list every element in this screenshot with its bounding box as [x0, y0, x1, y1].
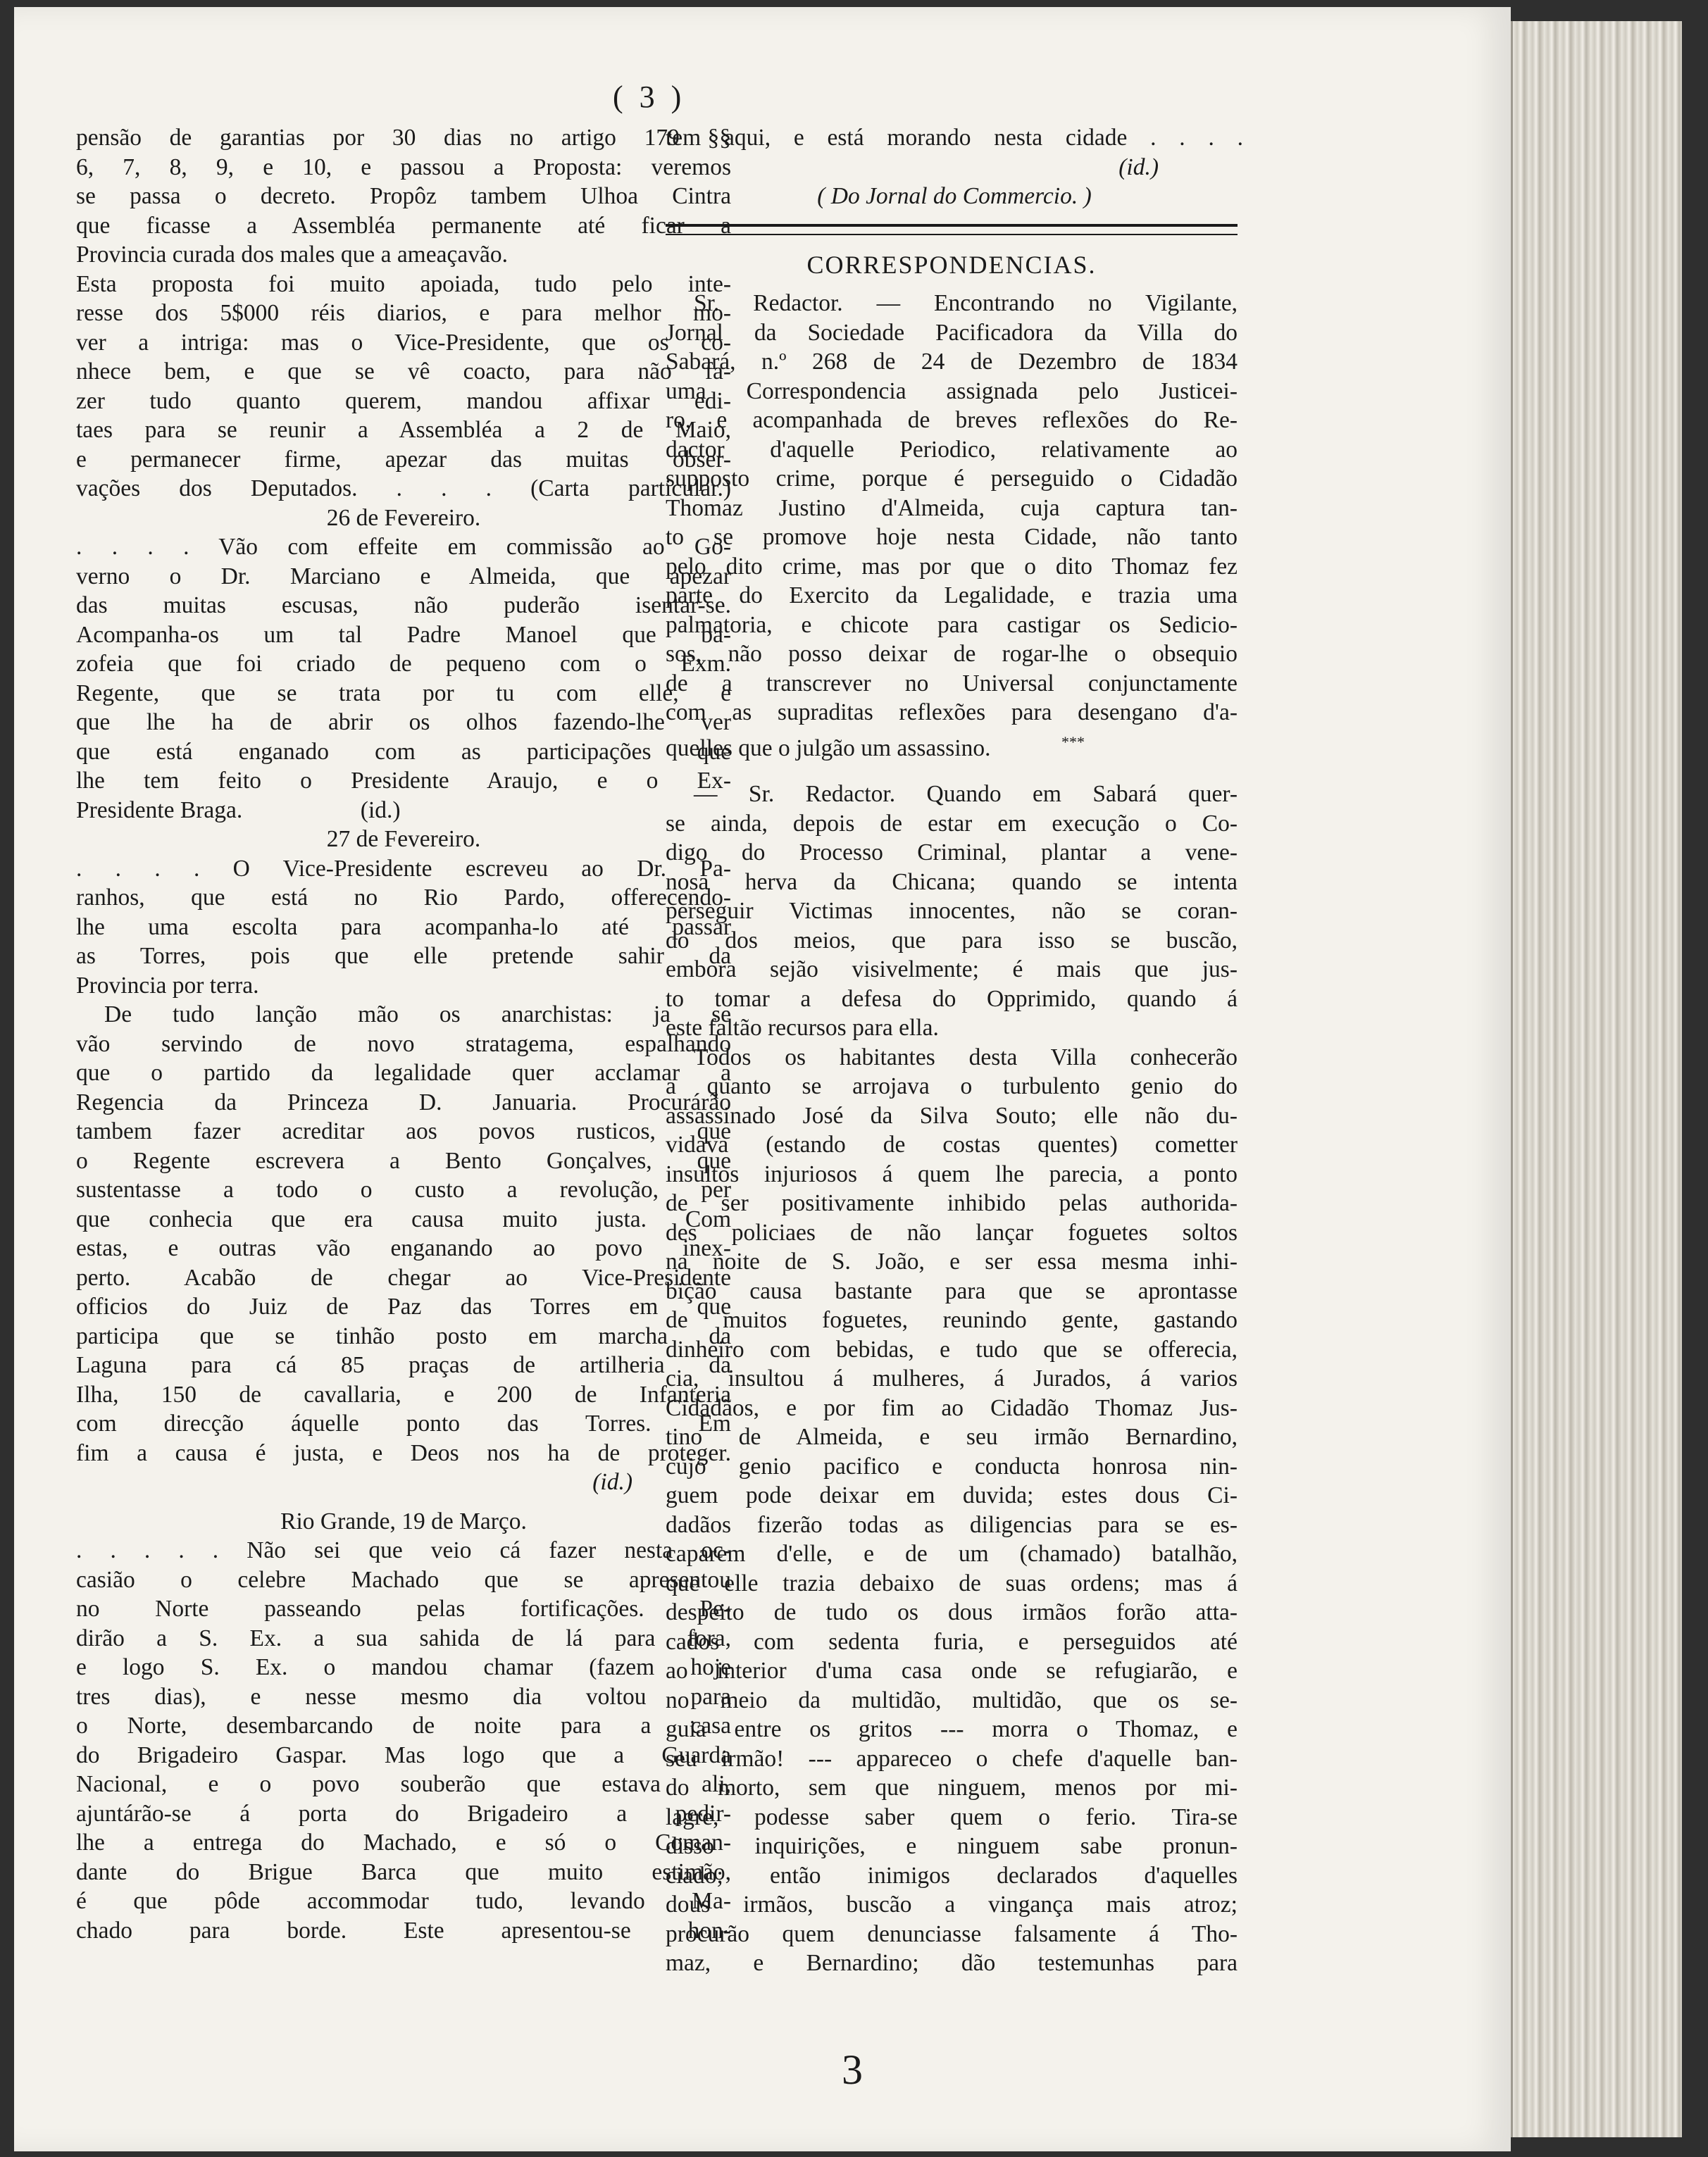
text-line: o Regente escrevera a Bento Gonçalves, que: [76, 1147, 731, 1174]
text-line: ver a intriga: mas o Vice-Presidente, que os co-: [76, 329, 731, 356]
text-line: parte do Exercito da Legalidade, e trazia uma: [666, 582, 1238, 608]
text-line: lhe a entrega do Machado, e só o Coman-: [76, 1830, 731, 1856]
text-line: chado para borde. Este apresentou-se hon-: [76, 1917, 731, 1944]
text-line: se passa o decreto. Propôz tambem Ulhoa Cintra: [76, 183, 731, 209]
date-heading: 26 de Fevereiro.: [326, 504, 481, 531]
text-line: seu irmão! --- appareceo o chefe d'aquelle ban-: [666, 1745, 1238, 1772]
text-line: as Torres, pois que elle pretende sahir da: [76, 943, 731, 969]
text-line: lagre, podesse saber quem o ferio. Tira-se: [666, 1803, 1238, 1830]
text-line: 6, 7, 8, 9, e 10, e passou a Proposta: veremos: [76, 154, 731, 180]
text-line: ajuntárão-se á porta do Brigadeiro a pedir-: [76, 1800, 731, 1827]
text-line: que está enganado com as participações que: [76, 738, 731, 765]
page-footer-mark: 3: [842, 2046, 863, 2093]
text-line: bição causa bastante para que se aprontasse: [666, 1277, 1238, 1304]
text-line: nosa herva da Chicana; quando se intenta: [666, 868, 1238, 895]
text-line: digo do Processo Criminal, plantar a vene-: [666, 839, 1238, 866]
section-divider-rule: [666, 224, 1238, 235]
text-line: tino de Almeida, e seu irmão Bernardino,: [666, 1424, 1238, 1451]
text-line: resse dos 5$000 réis diarios, e para melhor mo-: [76, 300, 731, 326]
signature-id: (id.): [1118, 154, 1159, 180]
text-line: despeito de tudo os dous irmãos forão atta-: [666, 1599, 1238, 1626]
text-line: dous irmãos, buscão a vingança mais atroz;: [666, 1892, 1238, 1918]
text-line: cujo genio pacifico e conducta honrosa nin-: [666, 1453, 1238, 1480]
text-line: Nacional, e o povo souberão que estava ali,: [76, 1771, 731, 1797]
text-line: no meio da multidão, multidão, que os se-: [666, 1687, 1238, 1713]
correspondence-2: [666, 780, 1238, 1043]
text-line: embora sejão visivelmente; é mais que jus-: [666, 956, 1238, 983]
text-line-content: quelles que o julgão um assassino.: [666, 734, 991, 761]
text-line: sustentasse a todo o custo a revolução, per: [76, 1177, 731, 1203]
text-line: Sabará, n.º 268 de 24 de Dezembro de 1834: [666, 349, 1238, 375]
text-line: do dos meios, que para isso se buscão,: [666, 927, 1238, 954]
text-line: verno o Dr. Marciano e Almeida, que apezar: [76, 563, 731, 589]
text-line: caparem d'elle, e de um (chamado) batalhão,: [666, 1541, 1238, 1568]
text-line: que conhecia que era causa muito justa. Com: [76, 1206, 731, 1232]
text-line: to tomar a defesa do Opprimido, quando á: [666, 985, 1238, 1012]
text-line: taes para se reunir a Assembléa a 2 de Maio,: [76, 417, 731, 443]
text-line: estas, e outras vão enganando ao povo inex-: [76, 1235, 731, 1261]
text-line: palmatoria, e chicote para castigar os Sedicio-: [666, 611, 1238, 638]
text-line: ciado; então inimigos declarados d'aquelles: [666, 1862, 1238, 1889]
text-line: dante do Brigue Barca que muito estimão,: [76, 1858, 731, 1885]
text-line: Presidente Braga. (id.): [76, 796, 401, 823]
text-line: dirão a S. Ex. a sua sahida de lá para fora,: [76, 1625, 731, 1651]
text-line: cados com sedenta furia, e perseguidos até: [666, 1628, 1238, 1655]
text-line: vidava (estando de costas quentes) cometter: [666, 1132, 1238, 1158]
left-paragraph-3: [76, 854, 731, 1001]
text-line: pelo dito crime, mas por que o dito Thomaz fez: [666, 553, 1238, 580]
text-line: Ilha, 150 de cavallaria, e 200 de Infanteria: [76, 1381, 731, 1408]
text-line: se ainda, depois de estar em execução o Co-: [666, 810, 1238, 837]
text-line: com direcção áquelle ponto das Torres. Em: [76, 1411, 731, 1437]
signature-stars: ***: [1061, 732, 1085, 751]
text-line: fim a causa é justa, e Deos nos ha de proteger.: [76, 1439, 731, 1466]
text-line: . . . . . Não sei que veio cá fazer nesta oc-: [76, 1537, 731, 1563]
text-line: do morto, sem que ninguem, menos por mi-: [666, 1775, 1238, 1801]
text-line: no Norte passeando pelas fortificações. Pe-: [76, 1596, 731, 1622]
text-line: Jornal da Sociedade Pacificadora da Villa do: [666, 319, 1238, 346]
date-heading: Rio Grande, 19 de Março.: [280, 1508, 527, 1534]
text-line: de muitos foguetes, reunindo gente, gastando: [666, 1307, 1238, 1334]
text-line: lhe uma escolta para acompanha-lo até passar: [76, 913, 731, 940]
text-line: nhece bem, e que se vê coacto, para não fa-: [76, 358, 731, 384]
text-line: perto. Acabão de chegar ao Vice-Presidente: [76, 1264, 731, 1291]
text-line: na noite de S. João, e ser essa mesma inhi-: [666, 1249, 1238, 1275]
page-number: ( 3 ): [613, 80, 686, 114]
text-line: sos, não posso deixar de rogar-lhe o obsequio: [666, 641, 1238, 667]
text-line: tres dias), e nesse mesmo dia voltou para: [76, 1683, 731, 1710]
text-line: Provincia curada dos males que a ameaçavão.: [76, 242, 508, 268]
text-line: que lhe ha de abrir os olhos fazendo-lhe ver: [76, 709, 731, 735]
signature-id: (id.): [592, 1469, 632, 1495]
text-line: ranhos, que está no Rio Pardo, offerecendo-: [76, 884, 731, 911]
left-paragraph-5: [76, 1536, 731, 1945]
text-line: lhe tem feito o Presidente Araujo, e o Ex-: [76, 768, 731, 794]
text-line: tambem fazer acreditar aos povos rusticos, que: [76, 1118, 731, 1144]
text-line: participa que se tinhão posto em marcha da: [76, 1323, 731, 1349]
text-line: pensão de garantias por 30 dias no artigo 179 §§: [76, 125, 731, 151]
text-line: casião o celebre Machado que se apresentou: [76, 1566, 731, 1593]
text-line: vações dos Deputados. . . . (Carta particular.): [76, 475, 731, 501]
text-line: perseguir Victimas innocentes, não se coran-: [666, 898, 1238, 925]
text-line: a quanto se arrojava o turbulento genio do: [666, 1073, 1238, 1100]
text-line: tem aqui, e está morando nesta cidade . . . .: [666, 125, 1243, 151]
text-line: zer tudo quanto querem, mandou affixar edi-: [76, 387, 731, 414]
text-line: que ficasse a Assembléa permanente até ficar a: [76, 212, 731, 239]
text-line: de a transcrever no Universal conjunctamente: [666, 670, 1238, 696]
text-line: do Brigadeiro Gaspar. Mas logo que a Guarda: [76, 1742, 731, 1768]
text-line: . . . . Vão com effeite em commissão ao Go-: [76, 534, 731, 560]
date-heading: 27 de Fevereiro.: [326, 826, 481, 852]
text-line: guia entre os gritos --- morra o Thomaz, e: [666, 1716, 1238, 1743]
text-line: insultos injuriosos á quem lhe parecia, a ponto: [666, 1161, 1238, 1187]
section-heading: CORRESPONDENCIAS.: [806, 251, 1097, 279]
text-line: procurão quem denunciasse falsamente á Tho-: [666, 1920, 1238, 1947]
source-citation: ( Do Jornal do Commercio. ): [817, 183, 1092, 209]
text-line: assassinado José da Silva Souto; elle não du-: [666, 1102, 1238, 1129]
text-line: De tudo lanção mão os anarchistas: ja se: [104, 1001, 731, 1027]
text-line: Regente, que se trata por tu com elle, e: [76, 680, 731, 706]
text-line: . . . . O Vice-Presidente escreveu ao Dr. Pa-: [76, 855, 731, 882]
left-column: [76, 123, 731, 1945]
text-line: [666, 727, 1238, 763]
text-line: de ser positivamente inhibido pelas authorida-: [666, 1190, 1238, 1217]
text-line: das muitas escusas, não puderão isentar-se.: [76, 592, 731, 618]
text-line: supposto crime, porque é perseguido o Cidadão: [666, 465, 1238, 492]
text-line: zofeia que foi criado de pequeno com o Exm.: [76, 651, 731, 677]
text-line: com as supraditas reflexões para desengano d'a-: [666, 699, 1238, 725]
text-line: dinheiro com bebidas, e tudo que se offerecia,: [666, 1336, 1238, 1363]
text-line: é que pôde accommodar tudo, levando Ma-: [76, 1888, 731, 1914]
text-line: to se promove hoje nesta Cidade, não tanto: [666, 524, 1238, 550]
text-line: uma Correspondencia assignada pelo Justicei-: [666, 377, 1238, 404]
text-line: des policiaes de não lançar foguetes soltos: [666, 1219, 1238, 1246]
text-line: e logo S. Ex. o mandou chamar (fazem hoje: [76, 1654, 731, 1680]
text-line: ro, e acompanhada de breves reflexões do Re-: [666, 407, 1238, 433]
text-line: dactor d'aquelle Periodico, relativamente ao: [666, 436, 1238, 463]
right-column-body: [666, 289, 1238, 1978]
text-line: que o partido da legalidade quer acclamar a: [76, 1060, 731, 1086]
text-line: este faltão recursos para ella.: [666, 1015, 939, 1042]
text-line: o Norte, desembarcando de noite para a casa: [76, 1713, 731, 1739]
text-line: disso inquirições, e ninguem sabe pronun-: [666, 1833, 1238, 1860]
text-line: Cidadãos, e por fim ao Cidadão Thomaz Jus-: [666, 1394, 1238, 1421]
book-page-edges: [1511, 21, 1708, 2137]
correspondence-3: [666, 1043, 1238, 1978]
text-line: Provincia por terra.: [76, 972, 259, 999]
text-line: officios do Juiz de Paz das Torres em que: [76, 1294, 731, 1320]
right-column-top: [666, 123, 1243, 211]
text-line: Laguna para cá 85 praças de artilheria da: [76, 1352, 731, 1378]
text-line: vão servindo de novo stratagema, espalhando: [76, 1030, 731, 1057]
text-line: Todos os habitantes desta Villa conhecerão: [694, 1044, 1238, 1070]
text-line: Esta proposta foi muito apoiada, tudo pelo inte-: [76, 270, 731, 297]
text-line: e permanecer firme, apezar das muitas obser-: [76, 446, 731, 473]
text-line: Regencia da Princeza D. Januaria. Procurárão: [76, 1089, 731, 1115]
left-paragraph-1: [76, 123, 731, 504]
text-line: guem pode deixar em duvida; estes dous Ci-: [666, 1482, 1238, 1509]
left-paragraph-2: [76, 532, 731, 825]
text-line: — Sr. Redactor. Quando em Sabará quer-: [694, 781, 1238, 808]
correspondence-1: [666, 289, 1238, 763]
left-paragraph-4: [76, 1000, 731, 1468]
text-line: que elle trazia debaixo de suas ordens; mas á: [666, 1570, 1238, 1596]
text-line: Acompanha-os um tal Padre Manoel que ba-: [76, 621, 731, 648]
text-line: Thomaz Justino d'Almeida, cuja captura tan-: [666, 494, 1238, 521]
text-line: dadãos fizerão todas as diligencias para se es-: [666, 1511, 1238, 1538]
text-line: Sr. Redactor. — Encontrando no Vigilante,: [694, 290, 1238, 316]
text-line: maz, e Bernardino; dão testemunhas para: [666, 1950, 1238, 1977]
text-line: ao interior d'uma casa onde se refugiarão, e: [666, 1658, 1238, 1684]
text-line: cia, insultou á mulheres, á Jurados, á varios: [666, 1365, 1238, 1392]
